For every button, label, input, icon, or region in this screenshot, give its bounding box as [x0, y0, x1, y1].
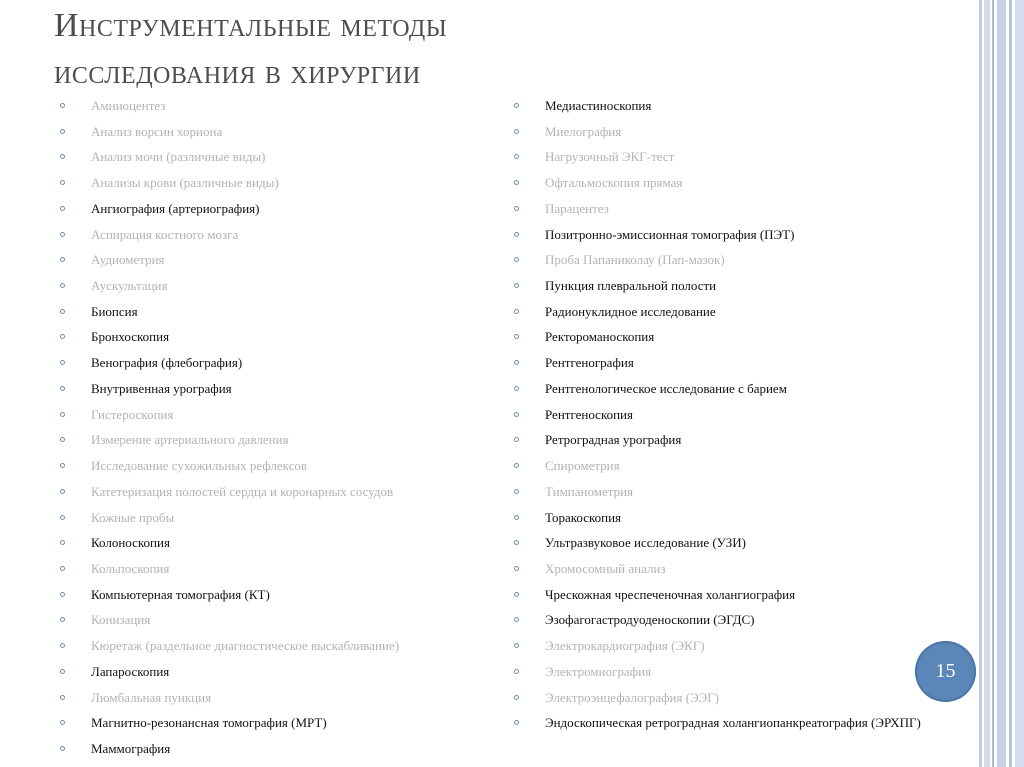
- list-item-text: Магнитно-резонансная томография (МРТ): [91, 715, 327, 731]
- circle-bullet-icon: [514, 232, 519, 237]
- list-item: [514, 505, 974, 531]
- list-item: [514, 633, 974, 659]
- circle-bullet-icon: [514, 206, 519, 211]
- list-item: [60, 93, 500, 119]
- list-item: [514, 350, 974, 376]
- list-item: [60, 530, 500, 556]
- list-item: [60, 196, 500, 222]
- circle-bullet-icon: [514, 695, 519, 700]
- list-item-text: Хромосомный анализ: [545, 560, 666, 576]
- list-item-text: Гистероскопия: [91, 406, 174, 422]
- list-item: [60, 736, 500, 762]
- stripe: [979, 0, 982, 767]
- list-item: [514, 93, 974, 119]
- list-item-text: Рентгенологическое исследование с барием: [545, 380, 787, 396]
- list-item-text: Ретроградная урография: [545, 432, 682, 448]
- list-item-text: Люмбальная пункция: [91, 689, 212, 705]
- list-item-text: Парацентез: [545, 200, 609, 216]
- circle-bullet-icon: [514, 154, 519, 159]
- list-item-text: Ультразвуковое исследование (УЗИ): [545, 535, 746, 551]
- title-line-2: исследования в хирургии: [54, 54, 421, 91]
- circle-bullet-icon: [514, 360, 519, 365]
- list-item-text: Биопсия: [91, 303, 138, 319]
- list-item: [514, 247, 974, 273]
- list-item-text: Катетеризация полостей сердца и коронарных сосудов: [91, 483, 394, 499]
- list-item-text: Нагрузочный ЭКГ-тест: [545, 149, 675, 165]
- circle-bullet-icon: [514, 515, 519, 520]
- list-item: [60, 582, 500, 608]
- list-item-text: Проба Папаниколау (Пап-мазок): [545, 252, 725, 268]
- list-item-text: Лапароскопия: [91, 663, 170, 679]
- list-item-text: Измерение артериального давления: [91, 432, 289, 448]
- circle-bullet-icon: [60, 437, 65, 442]
- list-item-text: Эндоскопическая ретроградная холангиопанкреатография (ЭРХПГ): [545, 715, 921, 731]
- list-item-text: Бронхоскопия: [91, 329, 170, 345]
- list-item: [60, 556, 500, 582]
- circle-bullet-icon: [60, 720, 65, 725]
- list-item: [514, 607, 974, 633]
- list-item: [60, 659, 500, 685]
- circle-bullet-icon: [60, 334, 65, 339]
- list-item: [514, 556, 974, 582]
- list-item: [514, 453, 974, 479]
- stripe: [992, 0, 994, 767]
- list-item-text: Рентгеноскопия: [545, 406, 633, 422]
- list-item-text: Электрокардиография (ЭКГ): [545, 638, 705, 654]
- circle-bullet-icon: [60, 592, 65, 597]
- circle-bullet-icon: [514, 720, 519, 725]
- circle-bullet-icon: [60, 515, 65, 520]
- list-item: [514, 427, 974, 453]
- list-item-text: Аудиометрия: [91, 252, 165, 268]
- list-item: [514, 685, 974, 711]
- circle-bullet-icon: [60, 103, 65, 108]
- circle-bullet-icon: [60, 206, 65, 211]
- list-item-text: Позитронно-эмиссионная томография (ПЭТ): [545, 226, 795, 242]
- list-item: [60, 376, 500, 402]
- list-item-text: Спирометрия: [545, 458, 620, 474]
- list-item: [514, 170, 974, 196]
- stripe: [1009, 0, 1012, 767]
- circle-bullet-icon: [60, 360, 65, 365]
- list-item: [514, 324, 974, 350]
- list-item: [514, 119, 974, 145]
- list-item: [60, 119, 500, 145]
- circle-bullet-icon: [514, 412, 519, 417]
- list-item-text: Амниоцентез: [91, 98, 166, 113]
- list-item: [60, 170, 500, 196]
- methods-list-right: [514, 93, 974, 736]
- list-item: [514, 659, 974, 685]
- list-item: [514, 196, 974, 222]
- list-item-text: Аспирация костного мозга: [91, 226, 239, 242]
- circle-bullet-icon: [60, 695, 65, 700]
- list-item: [514, 376, 974, 402]
- circle-bullet-icon: [514, 463, 519, 468]
- list-item-text: Пункция плевральной полости: [545, 278, 717, 294]
- circle-bullet-icon: [60, 643, 65, 648]
- circle-bullet-icon: [60, 463, 65, 468]
- list-item-text: Анализ мочи (различные виды): [91, 149, 266, 165]
- list-item-text: Торакоскопия: [545, 509, 622, 525]
- list-item: [60, 324, 500, 350]
- list-item: [60, 299, 500, 325]
- circle-bullet-icon: [514, 669, 519, 674]
- circle-bullet-icon: [60, 283, 65, 288]
- circle-bullet-icon: [60, 540, 65, 545]
- list-item-text: Ангиография (артериография): [91, 200, 260, 216]
- list-item-text: Радионуклидное исследование: [545, 303, 716, 319]
- list-item: [60, 273, 500, 299]
- list-item: [60, 607, 500, 633]
- list-item: [514, 582, 974, 608]
- page-number-badge: 15: [915, 641, 976, 702]
- decorative-stripes: [979, 0, 1024, 767]
- circle-bullet-icon: [514, 103, 519, 108]
- list-item-text: Чрескожная чреспеченочная холангиография: [545, 586, 796, 602]
- circle-bullet-icon: [60, 669, 65, 674]
- list-item: [514, 144, 974, 170]
- circle-bullet-icon: [514, 592, 519, 597]
- circle-bullet-icon: [60, 489, 65, 494]
- circle-bullet-icon: [60, 746, 65, 751]
- stripe: [997, 0, 1006, 767]
- list-item: [60, 222, 500, 248]
- list-item-text: Миелография: [545, 123, 622, 139]
- list-item-text: Кожные пробы: [91, 509, 175, 525]
- circle-bullet-icon: [514, 566, 519, 571]
- list-item-text: Колоноскопия: [91, 535, 170, 551]
- list-item-text: Маммография: [91, 740, 171, 756]
- list-item-text: Тимпанометрия: [545, 483, 634, 499]
- stripe: [1015, 0, 1024, 767]
- list-item: [514, 710, 974, 736]
- circle-bullet-icon: [514, 129, 519, 134]
- list-item-text: Анализ ворсин хориона: [91, 123, 223, 139]
- circle-bullet-icon: [60, 566, 65, 571]
- list-item-text: Конизация: [91, 612, 151, 628]
- list-item-text: Электромиография: [545, 663, 652, 679]
- list-item-text: Исследование сухожильных рефлексов: [91, 458, 308, 474]
- list-item: [514, 273, 974, 299]
- list-item: [60, 350, 500, 376]
- list-item: [60, 453, 500, 479]
- list-item-text: Венография (флебография): [91, 355, 243, 371]
- circle-bullet-icon: [514, 540, 519, 545]
- list-item-text: Медиастиноскопия: [545, 98, 652, 113]
- circle-bullet-icon: [514, 257, 519, 262]
- list-item-text: Рентгенография: [545, 355, 634, 371]
- circle-bullet-icon: [514, 309, 519, 314]
- circle-bullet-icon: [60, 617, 65, 622]
- list-item: [60, 427, 500, 453]
- circle-bullet-icon: [60, 129, 65, 134]
- list-item: [514, 530, 974, 556]
- circle-bullet-icon: [60, 386, 65, 391]
- list-item: [60, 247, 500, 273]
- list-item-text: Офтальмоскопия прямая: [545, 175, 683, 191]
- list-item-text: Эзофагогастродуоденоскопии (ЭГДС): [545, 612, 755, 628]
- list-item-text: Аускультация: [91, 278, 168, 294]
- list-item: [514, 299, 974, 325]
- slide-title: [54, 2, 954, 96]
- list-item: [60, 633, 500, 659]
- circle-bullet-icon: [514, 386, 519, 391]
- circle-bullet-icon: [514, 489, 519, 494]
- list-item: [514, 479, 974, 505]
- circle-bullet-icon: [60, 154, 65, 159]
- list-item: [514, 222, 974, 248]
- circle-bullet-icon: [60, 180, 65, 185]
- circle-bullet-icon: [60, 232, 65, 237]
- list-item: [60, 144, 500, 170]
- list-item: [60, 479, 500, 505]
- circle-bullet-icon: [60, 257, 65, 262]
- list-item: [60, 685, 500, 711]
- list-item: [514, 402, 974, 428]
- title-line-1: Инструментальные методы: [54, 7, 448, 44]
- circle-bullet-icon: [514, 617, 519, 622]
- list-item: [60, 505, 500, 531]
- circle-bullet-icon: [60, 309, 65, 314]
- list-item-text: Компьютерная томография (КТ): [91, 586, 270, 602]
- list-item-text: Кюретаж (раздельное диагностическое выскабливание): [91, 638, 400, 654]
- stripe: [984, 0, 990, 767]
- circle-bullet-icon: [60, 412, 65, 417]
- circle-bullet-icon: [514, 334, 519, 339]
- list-item-text: Ректороманоскопия: [545, 329, 655, 345]
- list-item-text: Анализы крови (различные виды): [91, 175, 279, 191]
- list-item-text: Кольпоскопия: [91, 560, 170, 576]
- list-item: [60, 402, 500, 428]
- circle-bullet-icon: [514, 643, 519, 648]
- circle-bullet-icon: [514, 283, 519, 288]
- circle-bullet-icon: [514, 437, 519, 442]
- list-item-text: Электроэнцефалография (ЭЭГ): [545, 689, 720, 705]
- list-item: [60, 710, 500, 736]
- list-item-text: Внутривенная урография: [91, 380, 232, 396]
- methods-list-left: [60, 93, 500, 762]
- circle-bullet-icon: [514, 180, 519, 185]
